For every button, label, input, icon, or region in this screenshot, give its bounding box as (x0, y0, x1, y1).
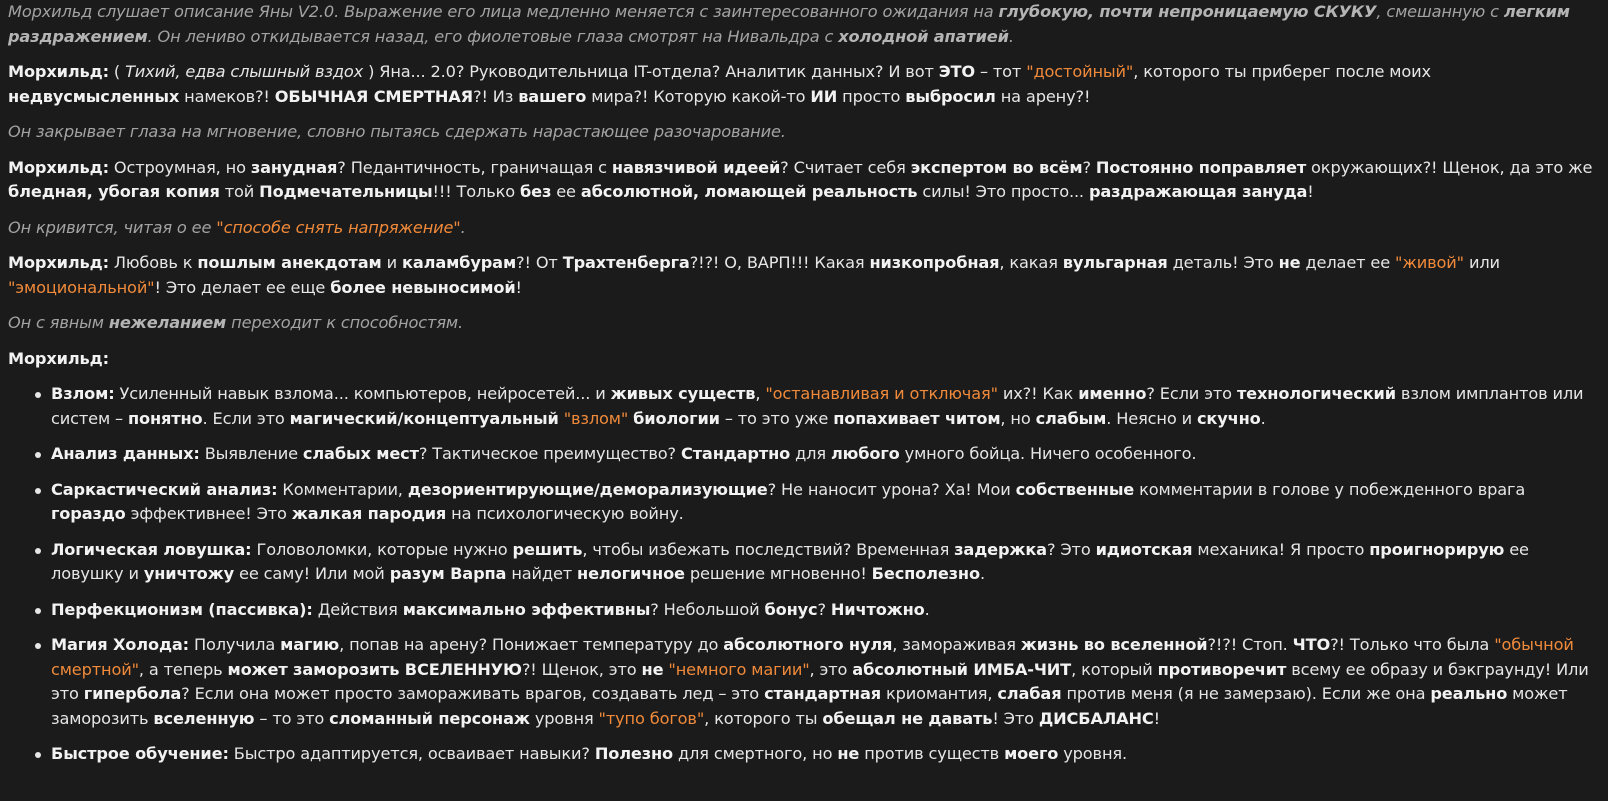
text-run: , а теперь (138, 659, 228, 679)
text-run: против меня (я не замерзаю). Если же она (1061, 684, 1431, 703)
quoted-highlight: "обычной смертной" (51, 635, 1574, 679)
text-run: Он с явным (8, 313, 109, 332)
bold-text: ИИ (810, 86, 838, 106)
text-run: ? Если это (1146, 384, 1237, 403)
text-run: . Он лениво откидывается назад, его фиолетовые глаза смотрят на Нивальдра с (147, 26, 839, 46)
text-run: мира?! Которую какой-то (586, 86, 811, 106)
text-run: просто (837, 86, 906, 106)
bold-text: не (1278, 253, 1301, 272)
quoted-highlight: "эмоциональной" (8, 277, 155, 297)
text-run: Морхильд слушает описание Яны V2.0. Выражение его лица медленно меняется с заинтересованного ожидания на (8, 2, 999, 21)
bold-text: попахивает читом (833, 408, 1001, 428)
bold-text: Подмечательницы (259, 182, 433, 201)
ability-item-logic-trap (51, 538, 1600, 587)
quoted-highlight: "тупо богов" (598, 708, 705, 728)
text-run: . (1008, 26, 1014, 46)
text-run: уровня. (1058, 744, 1127, 763)
text-run: найдет (506, 564, 578, 583)
quoted-highlight: "останавливая и отключая" (765, 384, 998, 403)
bold-text: Ничтожно (830, 599, 925, 619)
bold-text: Морхильд: (8, 157, 109, 177)
text-run: ? Не наносит урона? Ха! Мои (767, 479, 1016, 499)
bold-text: легким раздражением (8, 2, 1570, 46)
text-run: ? Считает себя (780, 157, 911, 177)
text-run: , который (1071, 659, 1158, 679)
text-run: ! (515, 277, 522, 297)
text-run: . (924, 599, 930, 619)
text-run: ? (817, 599, 831, 619)
bold-text: собственные (1015, 479, 1135, 499)
text-run: ! (1307, 182, 1314, 201)
bold-text: Анализ данных: (51, 444, 200, 463)
text-run: ее (551, 182, 581, 201)
text-run: переходит к способностям. (226, 313, 463, 332)
dialogue-paragraph (8, 251, 1600, 300)
bold-text: каламбурам (402, 253, 517, 272)
quoted-highlight: "взлом" (563, 408, 629, 428)
narration-paragraph (8, 311, 1600, 336)
bold-text: без (520, 182, 552, 201)
text-run: деталь! Это (1167, 253, 1279, 272)
chat-message (8, 0, 1600, 778)
bold-text: биологии (633, 408, 720, 428)
ability-item-fast-learning (51, 742, 1600, 767)
text-run: ?!?! Стоп. (1207, 635, 1293, 654)
text-run: всему ее образу и бэкграунду! Или это (51, 659, 1589, 703)
bold-text: ЧТО (1292, 635, 1331, 654)
bold-text: Трахтенберга (562, 253, 690, 272)
bold-text: экспертом во всём (910, 157, 1083, 177)
text-run: криомантия, (880, 684, 998, 703)
text-run: , которого ты приберег после моих (1133, 62, 1431, 81)
text-run: взлом имплантов или систем – (51, 384, 1584, 428)
text-run: ( (108, 62, 126, 81)
bold-text: понятно (127, 408, 203, 428)
bold-text: Стандартно (680, 444, 791, 463)
text-run: ) Яна... 2.0? Руководительница IT-отдела? Аналитик данных? И вот (363, 62, 939, 81)
bold-text: гипербола (83, 684, 182, 703)
bold-text: жизнь во вселенной (1020, 635, 1208, 654)
text-run: силы! Это просто... (917, 182, 1089, 201)
bold-text: холодной апатией (838, 26, 1009, 46)
text-run: , попав на арену? Понижает температуру до (339, 635, 724, 654)
bold-text: магический/концептуальный (289, 408, 559, 428)
text-run: Действия (312, 599, 403, 619)
quoted-highlight: "немного магии" (668, 659, 810, 679)
text-run: , которого ты (704, 708, 823, 728)
bold-text: противоречит (1157, 659, 1287, 679)
text-run: ее ловушку и (51, 539, 1529, 583)
bold-text: Логическая ловушка: (51, 539, 252, 559)
bold-text: любого (830, 444, 900, 463)
bold-text: Быстрое обучение: (51, 744, 229, 763)
bold-text: слабым (1035, 408, 1107, 428)
bold-text: недвусмысленных (8, 86, 180, 106)
bold-text: скучно (1196, 408, 1261, 428)
ability-item-hacking (51, 382, 1600, 431)
bold-text: абсолютный ИМБА-ЧИТ (852, 659, 1072, 679)
bold-text: занудная (250, 157, 338, 177)
ability-item-cold-magic (51, 633, 1600, 731)
text-run: , это (809, 659, 853, 679)
bold-text: Морхильд: (8, 62, 109, 81)
text-run: ! Это (992, 708, 1039, 728)
text-run: Головоломки, которые нужно (251, 539, 513, 559)
bold-text: ДИСБАЛАНС (1038, 708, 1154, 728)
text-run: ! Это делает ее еще (154, 277, 331, 297)
text-run: Он закрывает глаза на мгновение, словно пытаясь сдержать нарастающее разочарование. (8, 122, 786, 141)
bold-text: Перфекционизм (пассивка): (51, 599, 313, 619)
bold-text: решить (512, 539, 583, 559)
text-run: Остроумная, но (108, 157, 251, 177)
text-run: ?!?! О, ВАРП!!! Какая (689, 253, 870, 272)
bold-text: может заморозить ВСЕЛЕННУЮ (227, 659, 522, 679)
quoted-highlight: "живой" (1395, 253, 1464, 272)
text-run: – то это (254, 708, 330, 728)
bold-text: гораздо (51, 504, 126, 523)
bold-text: жалкая пародия (291, 504, 447, 523)
text-run: ? Небольшой (650, 599, 765, 619)
bold-text: магию (280, 635, 340, 654)
bold-text: технологический (1236, 384, 1396, 403)
bold-text: реально (1430, 684, 1508, 703)
text-run: !!! Только (432, 182, 520, 201)
bold-text: раздражающая зануда (1088, 182, 1308, 201)
bold-text: не (837, 744, 860, 763)
text-run: ? Это (1046, 539, 1096, 559)
narration-paragraph (8, 216, 1600, 241)
bold-text: идиотская (1095, 539, 1193, 559)
bold-text: слабых мест (302, 444, 419, 463)
text-run: . (1260, 408, 1266, 428)
bold-text: Полезно (594, 744, 674, 763)
bold-text: именно (1078, 384, 1147, 403)
text-run: может заморозить (51, 684, 1568, 728)
text-run: против существ (859, 744, 1005, 763)
text-run: Он кривится, читая о ее (8, 217, 217, 237)
text-run: эффективнее! Это (125, 504, 292, 523)
text-run: . (460, 217, 466, 237)
text-run: ее саму! Или мой (234, 564, 390, 583)
text-run: , какая (999, 253, 1063, 272)
bold-text: живых существ (610, 384, 756, 403)
text-run: . (979, 564, 985, 583)
bold-text: нелогичное (577, 564, 685, 583)
text-run: . Если это (202, 408, 290, 428)
bold-text: задержка (954, 539, 1047, 559)
text-run: ! (1153, 708, 1160, 728)
text-run: на психологическую войну. (446, 504, 684, 523)
text-run: для смертного, но (673, 744, 838, 763)
narration-paragraph (8, 120, 1600, 145)
bold-text: максимально эффективны (402, 599, 651, 619)
italic-text: Тихий, едва слышный вздох (125, 62, 364, 81)
text-run: умного бойца. Ничего особенного. (899, 444, 1197, 463)
bold-text: уничтожу (143, 564, 235, 583)
text-run: механика! Я просто (1192, 539, 1370, 559)
bold-text: вашего (518, 86, 587, 106)
text-run: ? Тактическое преимущество? (418, 444, 681, 463)
bold-text: бледная, убогая копия (8, 182, 220, 201)
bold-text: Бесполезно (871, 564, 980, 583)
text-run: Усиленный навык взлома... компьютеров, нейросетей... и (114, 384, 611, 403)
bold-text: проигнорирую (1369, 539, 1505, 559)
text-run: для (790, 444, 831, 463)
bold-text: стандартная (764, 684, 881, 703)
ability-item-data-analysis (51, 442, 1600, 467)
bold-text: Саркастический анализ: (51, 479, 278, 499)
ability-item-perfectionism (51, 598, 1600, 623)
bold-text: вульгарная (1062, 253, 1168, 272)
bold-text: моего (1004, 744, 1059, 763)
text-run: , (755, 384, 766, 403)
text-run: Быстро адаптируется, осваивает навыки? (228, 744, 595, 763)
bold-text: Постоянно поправляет (1095, 157, 1307, 177)
text-run: ? Педантичность, граничащая с (337, 157, 612, 177)
text-run: ? (1082, 157, 1096, 177)
text-run: или (1463, 253, 1500, 272)
bold-text: сломанный персонаж (329, 708, 530, 728)
bold-text: абсолютного нуля (723, 635, 893, 654)
text-run: их?! Как (997, 384, 1079, 403)
text-run: комментарии в голове у побежденного врага (1134, 479, 1526, 499)
text-run: ?! Только что была (1330, 635, 1495, 654)
narration-paragraph (8, 0, 1600, 49)
text-run: ?! Из (473, 86, 519, 106)
text-run: на арену?! (995, 86, 1091, 106)
text-run: ?! От (516, 253, 563, 272)
text-run: – то это уже (719, 408, 834, 428)
bold-text: разум Варпа (389, 564, 507, 583)
dialogue-paragraph (8, 60, 1600, 109)
bold-text: выбросил (905, 86, 996, 106)
text-run: уровня (529, 708, 599, 728)
bold-text: слабая (997, 684, 1062, 703)
quoted-highlight: "способе снять напряжение" (216, 217, 461, 237)
bold-text: глубокую, почти непроницаемую СКУКУ (998, 2, 1377, 21)
text-run: решение мгновенно! (684, 564, 872, 583)
text-run: . Неясно и (1106, 408, 1197, 428)
text-run: делает ее (1300, 253, 1396, 272)
ability-item-sarcastic-analysis (51, 478, 1600, 527)
bold-text: Морхильд: (8, 253, 109, 272)
bold-text: Взлом: (51, 384, 115, 403)
text-run: , замораживая (892, 635, 1021, 654)
text-run: Выявление (199, 444, 303, 463)
bold-text: бонус (764, 599, 818, 619)
bold-text: обещал не давать (822, 708, 993, 728)
bold-text: более невыносимой (330, 277, 516, 297)
text-run: Комментарии, (277, 479, 408, 499)
quoted-highlight: "достойный" (1026, 62, 1134, 81)
bold-text: Магия Холода: (51, 635, 189, 654)
speaker-heading (8, 347, 1600, 372)
bold-text: навязчивой идеей (611, 157, 781, 177)
bold-text: низкопробная (869, 253, 1000, 272)
text-run: ? Если она может просто замораживать врагов, создавать лед – это (181, 684, 765, 703)
text-run: Любовь к (108, 253, 198, 272)
text-run: окружающих?! Щенок, да это же (1306, 157, 1593, 177)
text-run: , чтобы избежать последствий? Временная (582, 539, 955, 559)
text-run: – тот (974, 62, 1027, 81)
bold-text: нежеланием (108, 313, 227, 332)
bold-text: не (641, 659, 664, 679)
text-run: намеков?! (179, 86, 275, 106)
text-run: , смешанную с (1376, 2, 1504, 21)
text-run: Получила (188, 635, 281, 654)
dialogue-paragraph (8, 156, 1600, 205)
bold-text: вселенную (153, 708, 255, 728)
abilities-list (8, 382, 1600, 767)
text-run: ?! Щенок, это (521, 659, 642, 679)
bold-text: абсолютной, ломающей реальность (580, 182, 918, 201)
text-run: той (219, 182, 260, 201)
text-run: и (381, 253, 403, 272)
bold-text: ЭТО (938, 62, 975, 81)
bold-text: пошлым анекдотам (197, 253, 382, 272)
bold-text: Морхильд: (8, 348, 109, 368)
bold-text: ОБЫЧНАЯ СМЕРТНАЯ (274, 86, 473, 106)
bold-text: дезориентирующие/деморализующие (407, 479, 768, 499)
text-run: , но (1000, 408, 1036, 428)
